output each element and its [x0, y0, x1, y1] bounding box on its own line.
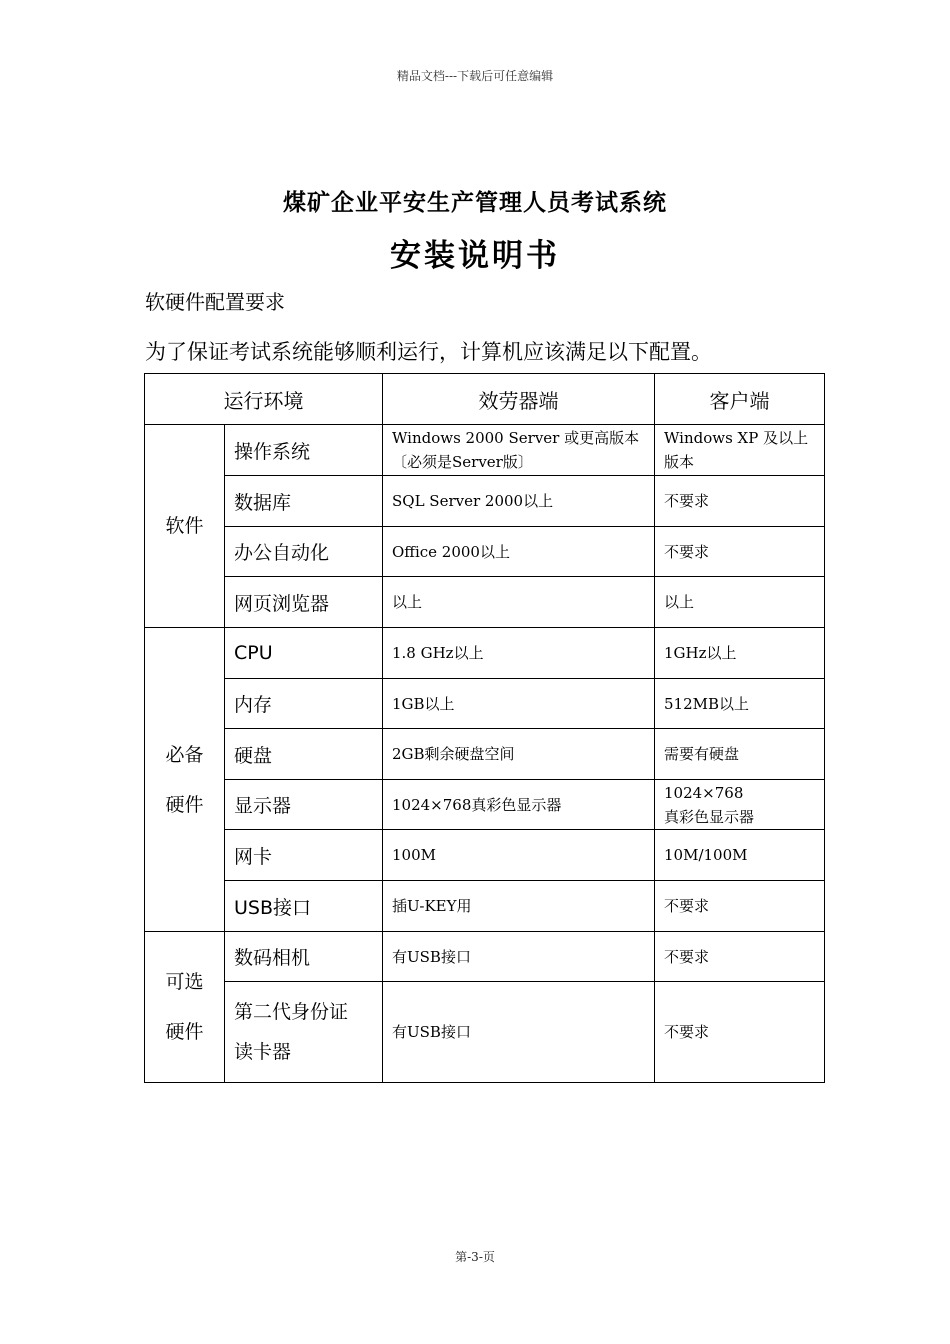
server-value: 2GB剩余硬盘空间 [383, 729, 655, 780]
category-line: 硬件 [165, 1021, 204, 1043]
client-value: 不要求 [655, 932, 825, 982]
server-value: 有USB接口 [383, 932, 655, 982]
table-row [145, 881, 825, 932]
item-label: USB接口 [225, 881, 383, 932]
table-row [145, 830, 825, 881]
server-value: 以上 [383, 577, 655, 628]
table-row [145, 577, 825, 628]
client-value: 不要求 [655, 982, 825, 1083]
server-value: 1GB以上 [383, 679, 655, 729]
category-software: 软件 [145, 425, 225, 628]
table-row [145, 679, 825, 729]
server-value: 有USB接口 [383, 982, 655, 1083]
table-row [145, 932, 825, 982]
item-label: 网卡 [225, 830, 383, 881]
category-line: 硬件 [165, 793, 204, 816]
category-required-hardware [145, 628, 225, 932]
server-value: Office 2000以上 [383, 527, 655, 577]
client-value: 1GHz以上 [655, 628, 825, 679]
client-value: 不要求 [655, 527, 825, 577]
server-value: 1.8 GHz以上 [383, 628, 655, 679]
server-value: 100M [383, 830, 655, 881]
category-line: 可选 [165, 971, 204, 993]
header-environment: 运行环境 [145, 374, 383, 425]
item-label [225, 982, 383, 1083]
client-value-line: 1024×768 [664, 783, 744, 802]
table-row [145, 476, 825, 527]
table-header-row [145, 374, 825, 425]
table-row [145, 425, 825, 476]
item-label: 数码相机 [225, 932, 383, 982]
table-row [145, 982, 825, 1083]
table-row [145, 780, 825, 830]
table-row [145, 527, 825, 577]
client-value-line: 真彩色显示器 [664, 807, 755, 826]
category-optional-hardware [145, 932, 225, 1083]
client-value: 10M/100M [655, 830, 825, 881]
item-label: 显示器 [225, 780, 383, 830]
server-value: Windows 2000 Server 或更高版本〔必须是Server版〕 [383, 425, 655, 476]
item-label: 操作系统 [225, 425, 383, 476]
item-label: 办公自动化 [225, 527, 383, 577]
header-note: 精品文档---下载后可任意编辑 [396, 69, 554, 83]
item-label: 内存 [225, 679, 383, 729]
page-number: 第-3-页 [455, 1250, 495, 1264]
document-title-line2: 安装说明书 [390, 238, 560, 274]
requirements-table [144, 373, 825, 1083]
category-line: 必备 [165, 743, 204, 766]
server-value: SQL Server 2000以上 [383, 476, 655, 527]
client-value: Windows XP 及以上版本 [655, 425, 825, 476]
item-label: 数据库 [225, 476, 383, 527]
client-value: 512MB以上 [655, 679, 825, 729]
client-value: 需要有硬盘 [655, 729, 825, 780]
client-value [655, 780, 825, 830]
client-value: 不要求 [655, 881, 825, 932]
table-row [145, 628, 825, 679]
header-server: 效劳器端 [383, 374, 655, 425]
item-label-line: 读卡器 [234, 1041, 292, 1063]
table-row [145, 729, 825, 780]
item-label: CPU [225, 628, 383, 679]
document-title-line1: 煤矿企业平安生产管理人员考试系统 [283, 189, 667, 216]
section-heading: 软硬件配置要求 [145, 290, 285, 314]
client-value: 以上 [655, 577, 825, 628]
item-label: 硬盘 [225, 729, 383, 780]
server-value: 1024×768真彩色显示器 [383, 780, 655, 830]
server-value: 插U-KEY用 [383, 881, 655, 932]
item-label-line: 第二代身份证 [234, 1001, 349, 1023]
item-label: 网页浏览器 [225, 577, 383, 628]
intro-paragraph: 为了保证考试系统能够顺利运行，计算机应该满足以下配置。 [145, 340, 712, 364]
client-value: 不要求 [655, 476, 825, 527]
header-client: 客户端 [655, 374, 825, 425]
